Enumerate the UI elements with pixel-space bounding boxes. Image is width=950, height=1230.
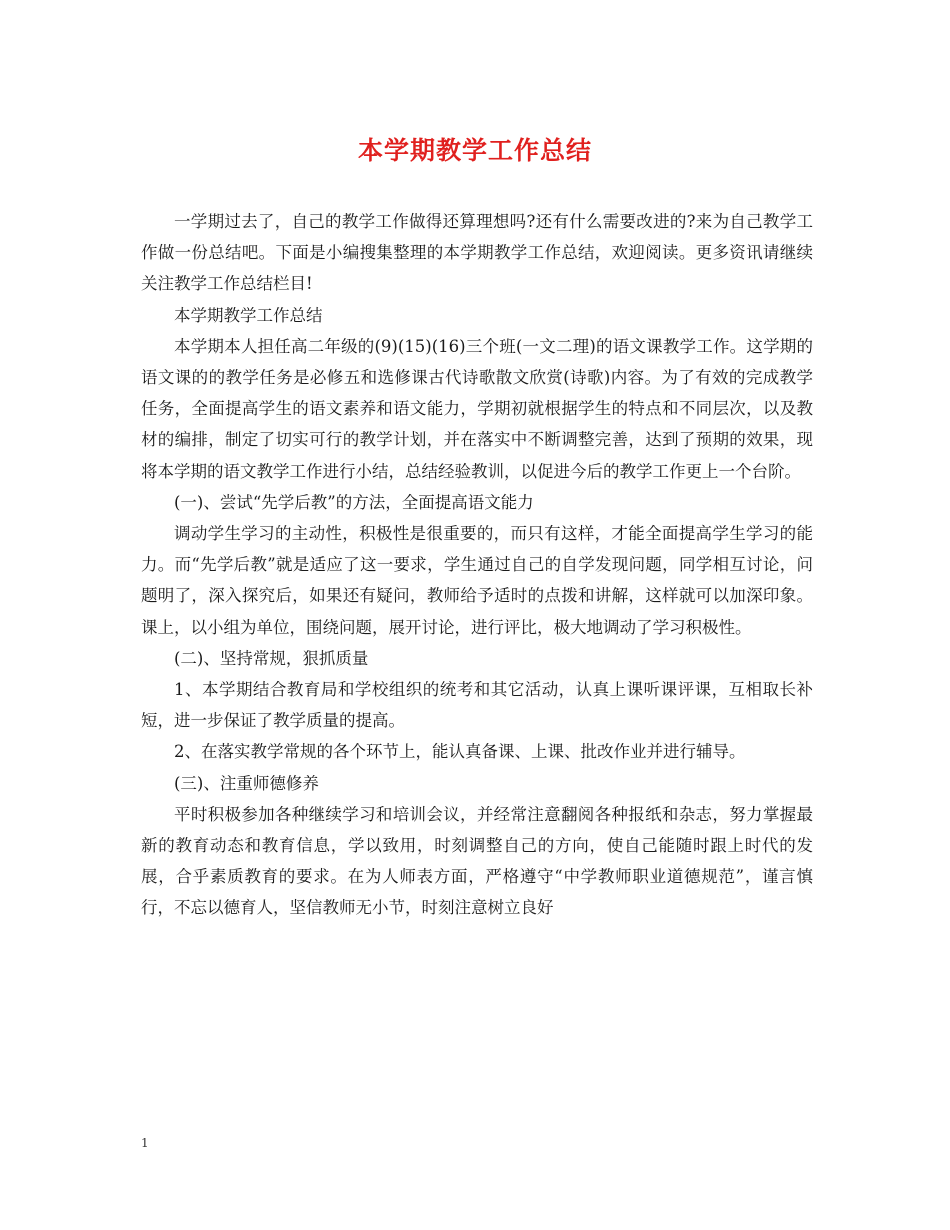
document-title: 本学期教学工作总结 bbox=[357, 136, 592, 165]
paragraph-overview: 本学期本人担任高二年级的(9)(15)(16)三个班(一文二理)的语文课教学工作。这学期的语文课的的教学任务是必修五和选修课古代诗歌散文欣赏(诗歌)内容。为了有效的完成教学任务，全面提高学生的语文素养和语文能力，学期初就根据学生的特点和不同层次，以及教材的编排，制定了切实可行的教学计划，并在落实中不断调整完善，达到了预期的效果，现将本学期的语文教学工作进行小结，总结经验教训，以促进今后的教学工作更上一个台阶。 bbox=[141, 336, 813, 481]
section-heading-3: (三)、注重师德修养 bbox=[174, 773, 319, 793]
section-heading-1: (一)、尝试“先学后教”的方法，全面提高语文能力 bbox=[174, 492, 534, 512]
paragraph-section-1: 调动学生学习的主动性，积极性是很重要的，而只有这样，才能全面提高学生学习的能力。而“先学后教”就是适应了这一要求，学生通过自己的自学发现问题，同学相互讨论，问题明了，深入探究后，如果还有疑问，教师给予适时的点拨和讲解，这样就可以加深印象。课上，以小组为单位，围绕问题，展开讨论，进行评比，极大地调动了学习积极性。 bbox=[141, 524, 813, 637]
page-number: 1 bbox=[141, 1136, 149, 1150]
document-body bbox=[141, 206, 813, 924]
paragraph-subtitle: 本学期教学工作总结 bbox=[174, 305, 323, 325]
section-heading-2: (二)、坚持常规，狠抓质量 bbox=[174, 648, 369, 668]
paragraph-section-2-item-2: 2、在落实教学常规的各个环节上，能认真备课、上课、批改作业并进行辅导。 bbox=[174, 742, 746, 762]
paragraph-intro: 一学期过去了，自己的教学工作做得还算理想吗?还有什么需要改进的?来为自己教学工作做一份总结吧。下面是小编搜集整理的本学期教学工作总结，欢迎阅读。更多资讯请继续关注教学工作总结栏目! bbox=[141, 212, 813, 294]
paragraph-section-3: 平时积极参加各种继续学习和培训会议，并经常注意翻阅各种报纸和杂志，努力掌握最新的教育动态和教育信息，学以致用，时刻调整自己的方向，使自己能随时跟上时代的发展，合乎素质教育的要求。在为人师表方面，严格遵守“中学教师职业道德规范”，谨言慎行，不忘以德育人，坚信教师无小节，时刻注意树立良好 bbox=[141, 804, 813, 918]
paragraph-section-2-item-1: 1、本学期结合教育局和学校组织的统考和其它活动，认真上课听课评课，互相取长补短，进一步保证了教学质量的提高。 bbox=[141, 680, 813, 731]
